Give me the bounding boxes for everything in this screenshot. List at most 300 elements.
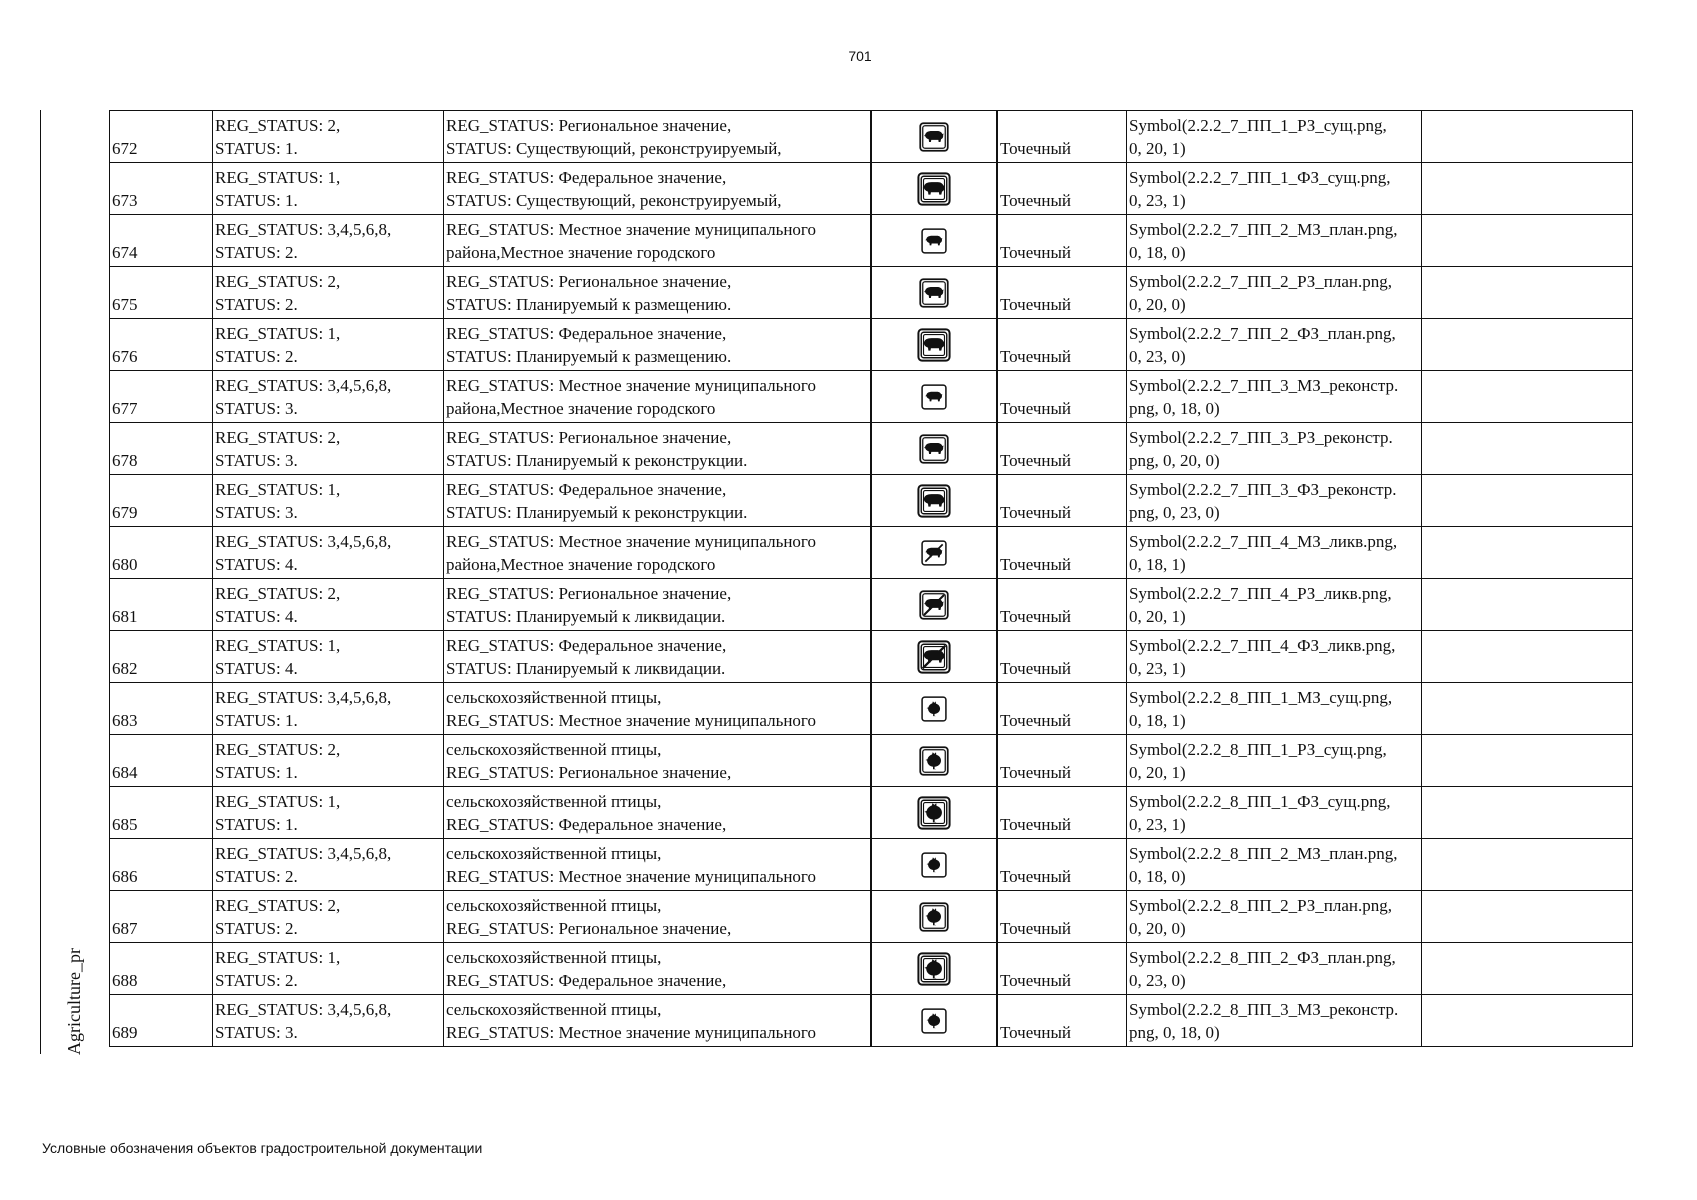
description-line-1: сельскохозяйственной птицы,	[446, 740, 662, 759]
attribute-condition-cell	[213, 735, 444, 787]
description-line-1: REG_STATUS: Федеральное значение,	[446, 636, 727, 655]
attribute-condition-cell	[213, 215, 444, 267]
symbol-definition-line-2: 0, 23, 1)	[1129, 191, 1186, 210]
description-line-2: STATUS: Планируемый к ликвидации.	[446, 659, 726, 678]
geometry-type: Точечный	[1000, 971, 1072, 990]
empty-cell	[1422, 267, 1633, 319]
attribute-condition-cell	[213, 995, 444, 1047]
description-line-2: REG_STATUS: Федеральное значение,	[446, 815, 727, 834]
legend-table	[109, 110, 1633, 1047]
symbol-image-cell	[871, 267, 997, 319]
attribute-line-1: REG_STATUS: 1,	[215, 480, 341, 499]
symbol-definition-line-2: png, 0, 18, 0)	[1129, 1023, 1220, 1042]
attribute-condition-cell	[213, 371, 444, 423]
symbol-image-cell	[871, 735, 997, 787]
symbol-definition-line-1: Symbol(2.2.2_7_ПП_4_МЗ_ликв.png,	[1129, 532, 1398, 551]
rooster-regional-planned-icon	[919, 902, 949, 932]
geometry-type: Точечный	[1000, 399, 1072, 418]
row-number-cell	[110, 267, 213, 319]
symbol-definition-line-2: 0, 23, 1)	[1129, 815, 1186, 834]
empty-cell	[1422, 683, 1633, 735]
description-line-2: REG_STATUS: Региональное значение,	[446, 919, 732, 938]
attribute-line-2: STATUS: 2.	[215, 347, 298, 366]
attribute-line-1: REG_STATUS: 1,	[215, 168, 341, 187]
row-number: 682	[112, 659, 138, 678]
description-line-1: REG_STATUS: Федеральное значение,	[446, 324, 727, 343]
geometry-type: Точечный	[1000, 607, 1072, 626]
empty-cell	[1422, 631, 1633, 683]
symbol-definition-line-1: Symbol(2.2.2_7_ПП_1_ФЗ_сущ.png,	[1129, 168, 1391, 187]
symbol-definition-cell	[1127, 319, 1422, 371]
row-number-cell	[110, 787, 213, 839]
table-row	[110, 267, 1633, 319]
geometry-type: Точечный	[1000, 815, 1072, 834]
symbol-definition-line-1: Symbol(2.2.2_7_ПП_3_ФЗ_реконстр.	[1129, 480, 1397, 499]
attribute-line-2: STATUS: 1.	[215, 815, 298, 834]
attribute-line-2: STATUS: 2.	[215, 919, 298, 938]
symbol-definition-line-1: Symbol(2.2.2_7_ПП_4_РЗ_ликв.png,	[1129, 584, 1392, 603]
geometry-type: Точечный	[1000, 867, 1072, 886]
geometry-type-cell	[997, 995, 1127, 1047]
attribute-condition-cell	[213, 163, 444, 215]
attribute-line-1: REG_STATUS: 1,	[215, 324, 341, 343]
rooster-federal-planned-icon	[917, 952, 951, 986]
pig-regional-liquidation-icon	[919, 590, 949, 620]
geometry-type-cell	[997, 163, 1127, 215]
symbol-definition-line-1: Symbol(2.2.2_8_ПП_2_ФЗ_план.png,	[1129, 948, 1396, 967]
row-number: 675	[112, 295, 138, 314]
row-number: 673	[112, 191, 138, 210]
geometry-type-cell	[997, 735, 1127, 787]
geometry-type-cell	[997, 475, 1127, 527]
geometry-type-cell	[997, 579, 1127, 631]
description-line-2: STATUS: Планируемый к реконструкции.	[446, 503, 748, 522]
row-number-cell	[110, 735, 213, 787]
description-line-2: района,Местное значение городского	[446, 399, 716, 418]
symbol-definition-line-2: 0, 23, 0)	[1129, 347, 1186, 366]
symbol-definition-line-1: Symbol(2.2.2_8_ПП_2_МЗ_план.png,	[1129, 844, 1398, 863]
geometry-type: Точечный	[1000, 347, 1072, 366]
description-cell	[444, 839, 872, 891]
symbol-definition-line-2: 0, 20, 0)	[1129, 919, 1186, 938]
description-line-1: сельскохозяйственной птицы,	[446, 896, 662, 915]
geometry-type: Точечный	[1000, 555, 1072, 574]
geometry-type-cell	[997, 943, 1127, 995]
row-number-cell	[110, 423, 213, 475]
geometry-type: Точечный	[1000, 139, 1072, 158]
description-line-1: REG_STATUS: Региональное значение,	[446, 428, 732, 447]
row-number-cell	[110, 215, 213, 267]
description-line-1: REG_STATUS: Региональное значение,	[446, 272, 732, 291]
description-line-1: сельскохозяйственной птицы,	[446, 948, 662, 967]
table-row	[110, 527, 1633, 579]
attribute-line-2: STATUS: 2.	[215, 867, 298, 886]
pig-local-reconstruct-icon	[921, 384, 947, 410]
symbol-definition-cell	[1127, 163, 1422, 215]
description-cell	[444, 735, 872, 787]
symbol-definition-line-2: 0, 20, 1)	[1129, 763, 1186, 782]
attribute-line-1: REG_STATUS: 2,	[215, 584, 341, 603]
symbol-definition-cell	[1127, 683, 1422, 735]
table-row	[110, 163, 1633, 215]
attribute-line-1: REG_STATUS: 2,	[215, 116, 341, 135]
symbol-image-cell	[871, 423, 997, 475]
row-number-cell	[110, 683, 213, 735]
attribute-line-2: STATUS: 3.	[215, 451, 298, 470]
description-line-1: REG_STATUS: Федеральное значение,	[446, 168, 727, 187]
attribute-condition-cell	[213, 683, 444, 735]
attribute-line-2: STATUS: 4.	[215, 607, 298, 626]
description-line-1: сельскохозяйственной птицы,	[446, 688, 662, 707]
pig-regional-planned-icon	[919, 278, 949, 308]
symbol-definition-cell	[1127, 475, 1422, 527]
table-row	[110, 631, 1633, 683]
symbol-image-cell	[871, 319, 997, 371]
description-cell	[444, 787, 872, 839]
pig-federal-reconstruct-icon	[917, 484, 951, 518]
symbol-image-cell	[871, 839, 997, 891]
symbol-definition-line-1: Symbol(2.2.2_8_ПП_1_МЗ_сущ.png,	[1129, 688, 1393, 707]
symbol-definition-line-2: png, 0, 18, 0)	[1129, 399, 1220, 418]
symbol-definition-cell	[1127, 267, 1422, 319]
attribute-condition-cell	[213, 423, 444, 475]
geometry-type: Точечный	[1000, 1023, 1072, 1042]
rooster-local-planned-icon	[921, 852, 947, 878]
description-cell	[444, 371, 872, 423]
geometry-type-cell	[997, 111, 1127, 163]
symbol-definition-line-1: Symbol(2.2.2_7_ПП_3_РЗ_реконстр.	[1129, 428, 1393, 447]
geometry-type-cell	[997, 371, 1127, 423]
geometry-type: Точечный	[1000, 659, 1072, 678]
attribute-condition-cell	[213, 579, 444, 631]
symbol-definition-line-2: 0, 23, 0)	[1129, 971, 1186, 990]
table-row	[110, 683, 1633, 735]
geometry-type-cell	[997, 683, 1127, 735]
row-number: 680	[112, 555, 138, 574]
geometry-type-cell	[997, 215, 1127, 267]
table-row	[110, 787, 1633, 839]
table-row	[110, 215, 1633, 267]
symbol-image-cell	[871, 631, 997, 683]
attribute-line-1: REG_STATUS: 1,	[215, 948, 341, 967]
table-row	[110, 475, 1633, 527]
attribute-line-2: STATUS: 3.	[215, 1023, 298, 1042]
attribute-line-2: STATUS: 1.	[215, 139, 298, 158]
symbol-image-cell	[871, 163, 997, 215]
geometry-type: Точечный	[1000, 191, 1072, 210]
symbol-definition-line-2: 0, 20, 1)	[1129, 139, 1186, 158]
attribute-condition-cell	[213, 527, 444, 579]
attribute-condition-cell	[213, 319, 444, 371]
description-cell	[444, 319, 872, 371]
symbol-definition-cell	[1127, 995, 1422, 1047]
symbol-image-cell	[871, 111, 997, 163]
row-number: 677	[112, 399, 138, 418]
row-number-cell	[110, 319, 213, 371]
geometry-type: Точечный	[1000, 243, 1072, 262]
pig-local-planned-icon	[921, 228, 947, 254]
geometry-type: Точечный	[1000, 711, 1072, 730]
pig-federal-liquidation-icon	[917, 640, 951, 674]
row-number-cell	[110, 371, 213, 423]
description-line-1: REG_STATUS: Местное значение муниципального	[446, 220, 816, 239]
description-line-1: сельскохозяйственной птицы,	[446, 792, 662, 811]
attribute-line-2: STATUS: 2.	[215, 243, 298, 262]
description-line-2: STATUS: Планируемый к размещению.	[446, 347, 732, 366]
empty-cell	[1422, 111, 1633, 163]
row-number: 681	[112, 607, 138, 626]
table-row	[110, 943, 1633, 995]
attribute-line-1: REG_STATUS: 2,	[215, 896, 341, 915]
symbol-definition-line-1: Symbol(2.2.2_7_ПП_4_ФЗ_ликв.png,	[1129, 636, 1396, 655]
attribute-line-2: STATUS: 3.	[215, 503, 298, 522]
attribute-line-1: REG_STATUS: 3,4,5,6,8,	[215, 220, 392, 239]
description-cell	[444, 423, 872, 475]
symbol-definition-line-2: 0, 18, 1)	[1129, 711, 1186, 730]
table-row	[110, 111, 1633, 163]
attribute-line-2: STATUS: 2.	[215, 295, 298, 314]
symbol-definition-line-1: Symbol(2.2.2_7_ПП_2_ФЗ_план.png,	[1129, 324, 1396, 343]
symbol-definition-line-1: Symbol(2.2.2_7_ПП_2_РЗ_план.png,	[1129, 272, 1393, 291]
symbol-image-cell	[871, 995, 997, 1047]
attribute-line-1: REG_STATUS: 2,	[215, 272, 341, 291]
description-line-2: REG_STATUS: Местное значение муниципального	[446, 867, 816, 886]
geometry-type-cell	[997, 267, 1127, 319]
attribute-line-2: STATUS: 1.	[215, 191, 298, 210]
empty-cell	[1422, 319, 1633, 371]
empty-cell	[1422, 371, 1633, 423]
row-number: 679	[112, 503, 138, 522]
rooster-regional-existing-icon	[919, 746, 949, 776]
description-line-2: района,Местное значение городского	[446, 243, 716, 262]
attribute-line-1: REG_STATUS: 2,	[215, 740, 341, 759]
pig-local-liquidation-icon	[921, 540, 947, 566]
row-number: 687	[112, 919, 138, 938]
empty-cell	[1422, 891, 1633, 943]
table-row	[110, 735, 1633, 787]
empty-cell	[1422, 839, 1633, 891]
row-number-cell	[110, 579, 213, 631]
symbol-definition-cell	[1127, 111, 1422, 163]
description-line-2: REG_STATUS: Региональное значение,	[446, 763, 732, 782]
attribute-line-1: REG_STATUS: 3,4,5,6,8,	[215, 1000, 392, 1019]
pig-regional-existing-icon	[919, 122, 949, 152]
symbol-definition-cell	[1127, 631, 1422, 683]
attribute-line-1: REG_STATUS: 1,	[215, 792, 341, 811]
row-number: 688	[112, 971, 138, 990]
symbol-definition-line-2: 0, 20, 1)	[1129, 607, 1186, 626]
table-row	[110, 891, 1633, 943]
row-number: 684	[112, 763, 138, 782]
symbol-definition-line-1: Symbol(2.2.2_8_ПП_2_РЗ_план.png,	[1129, 896, 1393, 915]
attribute-condition-cell	[213, 787, 444, 839]
empty-cell	[1422, 527, 1633, 579]
page-number: 701	[848, 48, 872, 64]
geometry-type: Точечный	[1000, 451, 1072, 470]
attribute-line-1: REG_STATUS: 3,4,5,6,8,	[215, 844, 392, 863]
row-number-cell	[110, 527, 213, 579]
geometry-type-cell	[997, 319, 1127, 371]
description-line-2: STATUS: Существующий, реконструируемый,	[446, 191, 782, 210]
empty-cell	[1422, 163, 1633, 215]
symbol-definition-cell	[1127, 371, 1422, 423]
geometry-type-cell	[997, 839, 1127, 891]
geometry-type: Точечный	[1000, 919, 1072, 938]
attribute-line-2: STATUS: 3.	[215, 399, 298, 418]
footer-text: Условные обозначения объектов градостроительной документации	[42, 1140, 483, 1156]
description-line-2: REG_STATUS: Местное значение муниципального	[446, 711, 816, 730]
symbol-definition-line-1: Symbol(2.2.2_7_ПП_1_РЗ_сущ.png,	[1129, 116, 1387, 135]
symbol-definition-line-2: png, 0, 20, 0)	[1129, 451, 1220, 470]
row-number-cell	[110, 943, 213, 995]
description-cell	[444, 891, 872, 943]
symbol-definition-cell	[1127, 423, 1422, 475]
row-number: 686	[112, 867, 138, 886]
row-number: 683	[112, 711, 138, 730]
symbol-image-cell	[871, 215, 997, 267]
symbol-definition-line-2: 0, 18, 0)	[1129, 867, 1186, 886]
attribute-condition-cell	[213, 475, 444, 527]
symbol-definition-line-2: 0, 20, 0)	[1129, 295, 1186, 314]
left-margin-rule	[40, 110, 41, 1054]
attribute-condition-cell	[213, 839, 444, 891]
attribute-condition-cell	[213, 111, 444, 163]
symbol-image-cell	[871, 787, 997, 839]
description-line-2: STATUS: Планируемый к реконструкции.	[446, 451, 748, 470]
attribute-line-2: STATUS: 1.	[215, 763, 298, 782]
row-number-cell	[110, 631, 213, 683]
description-line-1: REG_STATUS: Местное значение муниципального	[446, 532, 816, 551]
row-number: 672	[112, 139, 138, 158]
rooster-federal-existing-icon	[917, 796, 951, 830]
attribute-line-1: REG_STATUS: 3,4,5,6,8,	[215, 688, 392, 707]
empty-cell	[1422, 215, 1633, 267]
pig-federal-existing-icon	[917, 172, 951, 206]
symbol-image-cell	[871, 683, 997, 735]
description-line-1: сельскохозяйственной птицы,	[446, 844, 662, 863]
description-line-1: REG_STATUS: Федеральное значение,	[446, 480, 727, 499]
symbol-definition-line-1: Symbol(2.2.2_7_ПП_3_МЗ_реконстр.	[1129, 376, 1399, 395]
pig-federal-planned-icon	[917, 328, 951, 362]
symbol-definition-cell	[1127, 787, 1422, 839]
description-line-2: REG_STATUS: Местное значение муниципального	[446, 1023, 816, 1042]
symbol-definition-cell	[1127, 579, 1422, 631]
empty-cell	[1422, 995, 1633, 1047]
geometry-type-cell	[997, 423, 1127, 475]
attribute-line-2: STATUS: 1.	[215, 711, 298, 730]
geometry-type: Точечный	[1000, 295, 1072, 314]
description-cell	[444, 163, 872, 215]
table-row	[110, 371, 1633, 423]
attribute-line-2: STATUS: 4.	[215, 555, 298, 574]
description-line-1: REG_STATUS: Региональное значение,	[446, 584, 732, 603]
row-number: 674	[112, 243, 138, 262]
description-line-2: STATUS: Планируемый к размещению.	[446, 295, 732, 314]
geometry-type: Точечный	[1000, 503, 1072, 522]
row-number-cell	[110, 995, 213, 1047]
row-number: 689	[112, 1023, 138, 1042]
description-cell	[444, 215, 872, 267]
attribute-line-2: STATUS: 4.	[215, 659, 298, 678]
symbol-definition-cell	[1127, 891, 1422, 943]
attribute-condition-cell	[213, 943, 444, 995]
symbol-definition-cell	[1127, 215, 1422, 267]
attribute-line-1: REG_STATUS: 3,4,5,6,8,	[215, 532, 392, 551]
empty-cell	[1422, 579, 1633, 631]
side-label: Agriculture_pr	[64, 948, 84, 1055]
attribute-line-2: STATUS: 2.	[215, 971, 298, 990]
row-number-cell	[110, 891, 213, 943]
symbol-definition-line-2: 0, 18, 1)	[1129, 555, 1186, 574]
symbol-image-cell	[871, 891, 997, 943]
pig-regional-reconstruct-icon	[919, 434, 949, 464]
empty-cell	[1422, 475, 1633, 527]
row-number-cell	[110, 111, 213, 163]
description-line-1: сельскохозяйственной птицы,	[446, 1000, 662, 1019]
geometry-type-cell	[997, 891, 1127, 943]
row-number: 685	[112, 815, 138, 834]
table-row	[110, 995, 1633, 1047]
symbol-definition-cell	[1127, 735, 1422, 787]
row-number: 676	[112, 347, 138, 366]
geometry-type-cell	[997, 527, 1127, 579]
attribute-condition-cell	[213, 631, 444, 683]
symbol-definition-cell	[1127, 943, 1422, 995]
table-row	[110, 319, 1633, 371]
description-line-2: STATUS: Существующий, реконструируемый,	[446, 139, 782, 158]
description-line-2: STATUS: Планируемый к ликвидации.	[446, 607, 726, 626]
symbol-definition-line-1: Symbol(2.2.2_8_ПП_1_ФЗ_сущ.png,	[1129, 792, 1391, 811]
description-cell	[444, 995, 872, 1047]
description-line-1: REG_STATUS: Местное значение муниципального	[446, 376, 816, 395]
geometry-type-cell	[997, 787, 1127, 839]
empty-cell	[1422, 735, 1633, 787]
row-number: 678	[112, 451, 138, 470]
description-cell	[444, 631, 872, 683]
symbol-image-cell	[871, 943, 997, 995]
attribute-condition-cell	[213, 267, 444, 319]
attribute-line-1: REG_STATUS: 1,	[215, 636, 341, 655]
row-number-cell	[110, 475, 213, 527]
symbol-image-cell	[871, 371, 997, 423]
empty-cell	[1422, 423, 1633, 475]
empty-cell	[1422, 943, 1633, 995]
attribute-line-1: REG_STATUS: 2,	[215, 428, 341, 447]
description-cell	[444, 267, 872, 319]
symbol-definition-line-2: png, 0, 23, 0)	[1129, 503, 1220, 522]
attribute-line-1: REG_STATUS: 3,4,5,6,8,	[215, 376, 392, 395]
geometry-type: Точечный	[1000, 763, 1072, 782]
description-cell	[444, 527, 872, 579]
symbol-image-cell	[871, 527, 997, 579]
symbol-image-cell	[871, 579, 997, 631]
symbol-definition-line-1: Symbol(2.2.2_8_ПП_3_МЗ_реконстр.	[1129, 1000, 1399, 1019]
description-cell	[444, 579, 872, 631]
description-line-2: REG_STATUS: Федеральное значение,	[446, 971, 727, 990]
symbol-definition-cell	[1127, 527, 1422, 579]
table-row	[110, 579, 1633, 631]
attribute-condition-cell	[213, 891, 444, 943]
description-cell	[444, 111, 872, 163]
rooster-local-reconstruct-icon	[921, 1008, 947, 1034]
symbol-image-cell	[871, 475, 997, 527]
description-line-2: района,Местное значение городского	[446, 555, 716, 574]
rooster-local-existing-icon	[921, 696, 947, 722]
description-cell	[444, 943, 872, 995]
description-cell	[444, 475, 872, 527]
table-row	[110, 839, 1633, 891]
description-line-1: REG_STATUS: Региональное значение,	[446, 116, 732, 135]
